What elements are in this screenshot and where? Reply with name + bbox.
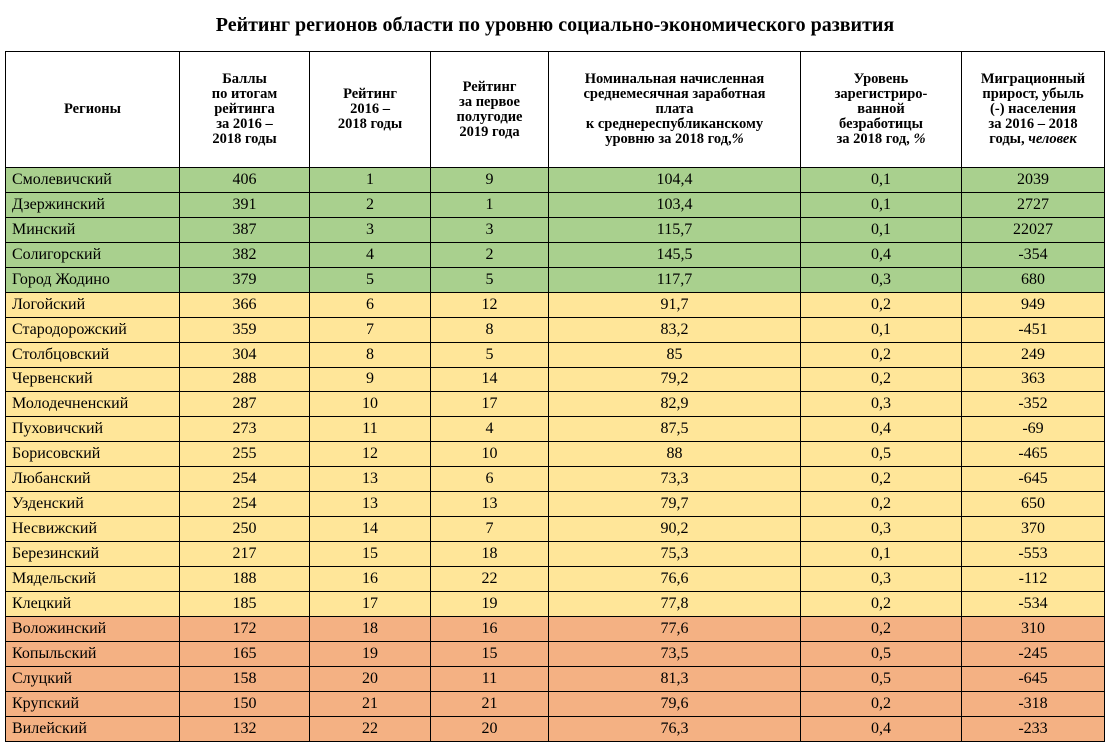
cell-rank-h1: 18 [431,542,549,567]
cell-wage: 90,2 [549,517,801,542]
ranking-table [5,51,1105,742]
cell-rank: 17 [310,591,431,616]
cell-wage: 75,3 [549,542,801,567]
cell-rank: 8 [310,342,431,367]
cell-score: 391 [180,192,310,217]
cell-rank-h1: 7 [431,517,549,542]
table-row [6,192,1105,217]
cell-rank-h1: 3 [431,217,549,242]
table-row [6,317,1105,342]
table-row [6,591,1105,616]
cell-rank: 21 [310,691,431,716]
cell-region: Червенский [6,367,180,392]
cell-score: 359 [180,317,310,342]
table-row [6,467,1105,492]
cell-migration: 370 [962,517,1105,542]
cell-unemployment: 0,2 [801,591,962,616]
cell-unemployment: 0,3 [801,517,962,542]
cell-unemployment: 0,5 [801,666,962,691]
cell-rank: 15 [310,542,431,567]
cell-migration: -245 [962,641,1105,666]
cell-migration: -534 [962,591,1105,616]
cell-region: Мядельский [6,567,180,592]
cell-wage: 79,7 [549,492,801,517]
cell-rank-h1: 11 [431,666,549,691]
cell-wage: 85 [549,342,801,367]
cell-rank: 9 [310,367,431,392]
cell-score: 366 [180,292,310,317]
cell-migration: -352 [962,392,1105,417]
cell-wage: 145,5 [549,242,801,267]
cell-rank: 1 [310,168,431,193]
cell-rank-h1: 5 [431,342,549,367]
cell-unemployment: 0,3 [801,392,962,417]
cell-migration: 363 [962,367,1105,392]
cell-rank-h1: 21 [431,691,549,716]
cell-rank-h1: 14 [431,367,549,392]
cell-rank: 10 [310,392,431,417]
cell-migration: 650 [962,492,1105,517]
cell-wage: 104,4 [549,168,801,193]
cell-migration: -112 [962,567,1105,592]
cell-rank: 22 [310,716,431,741]
cell-score: 250 [180,517,310,542]
cell-unemployment: 0,4 [801,417,962,442]
cell-region: Вилейский [6,716,180,741]
cell-region: Минский [6,217,180,242]
cell-rank-h1: 5 [431,267,549,292]
cell-region: Столбцовский [6,342,180,367]
cell-score: 254 [180,467,310,492]
cell-unemployment: 0,1 [801,217,962,242]
table-body [6,168,1105,742]
cell-region: Дзержинский [6,192,180,217]
cell-score: 132 [180,716,310,741]
cell-wage: 103,4 [549,192,801,217]
cell-rank: 14 [310,517,431,542]
cell-wage: 73,3 [549,467,801,492]
cell-rank-h1: 10 [431,442,549,467]
cell-rank-h1: 19 [431,591,549,616]
cell-unemployment: 0,1 [801,168,962,193]
cell-unemployment: 0,2 [801,367,962,392]
cell-region: Любанский [6,467,180,492]
cell-rank: 4 [310,242,431,267]
cell-score: 172 [180,616,310,641]
cell-rank: 12 [310,442,431,467]
cell-unemployment: 0,2 [801,492,962,517]
cell-region: Клецкий [6,591,180,616]
cell-region: Копыльский [6,641,180,666]
header-migration: Миграционный прирост, убыль (-) населения за 2016 – 2018 годы, человек [962,52,1105,168]
header-wage: Номинальная начисленная среднемесячная заработная плата к среднереспубликанскому уровню за 2018 год,% [549,52,801,168]
cell-migration: 2039 [962,168,1105,193]
cell-score: 387 [180,217,310,242]
table-row [6,417,1105,442]
cell-region: Логойский [6,292,180,317]
cell-region: Смолевичский [6,168,180,193]
cell-wage: 77,6 [549,616,801,641]
cell-score: 158 [180,666,310,691]
cell-unemployment: 0,2 [801,292,962,317]
cell-migration: 680 [962,267,1105,292]
cell-unemployment: 0,1 [801,317,962,342]
table-row [6,168,1105,193]
page-title: Рейтинг регионов области по уровню социально-экономического развития [215,14,895,36]
header-score: Баллы по итогам рейтинга за 2016 – 2018 годы [180,52,310,168]
cell-migration: -645 [962,467,1105,492]
cell-unemployment: 0,5 [801,442,962,467]
cell-wage: 87,5 [549,417,801,442]
cell-score: 406 [180,168,310,193]
cell-region: Молодечненский [6,392,180,417]
cell-region: Березинский [6,542,180,567]
cell-wage: 88 [549,442,801,467]
cell-region: Воложинский [6,616,180,641]
cell-region: Крупский [6,691,180,716]
cell-rank: 6 [310,292,431,317]
cell-unemployment: 0,3 [801,267,962,292]
cell-rank: 20 [310,666,431,691]
cell-unemployment: 0,2 [801,342,962,367]
cell-rank-h1: 2 [431,242,549,267]
cell-region: Узденский [6,492,180,517]
table-row [6,392,1105,417]
cell-rank-h1: 22 [431,567,549,592]
table-row [6,292,1105,317]
cell-rank-h1: 15 [431,641,549,666]
cell-rank: 3 [310,217,431,242]
cell-region: Несвижский [6,517,180,542]
table-row [6,641,1105,666]
cell-wage: 76,6 [549,567,801,592]
cell-rank-h1: 9 [431,168,549,193]
cell-unemployment: 0,5 [801,641,962,666]
cell-rank: 16 [310,567,431,592]
cell-migration: -318 [962,691,1105,716]
cell-wage: 81,3 [549,666,801,691]
cell-wage: 115,7 [549,217,801,242]
cell-unemployment: 0,4 [801,716,962,741]
header-region: Регионы [6,52,180,168]
cell-migration: 310 [962,616,1105,641]
cell-region: Город Жодино [6,267,180,292]
cell-rank-h1: 20 [431,716,549,741]
cell-score: 255 [180,442,310,467]
cell-wage: 117,7 [549,267,801,292]
cell-wage: 73,5 [549,641,801,666]
cell-wage: 83,2 [549,317,801,342]
cell-score: 288 [180,367,310,392]
cell-wage: 77,8 [549,591,801,616]
cell-rank-h1: 8 [431,317,549,342]
table-row [6,567,1105,592]
cell-region: Борисовский [6,442,180,467]
cell-migration: -233 [962,716,1105,741]
cell-migration: 949 [962,292,1105,317]
cell-region: Пуховичский [6,417,180,442]
cell-rank: 18 [310,616,431,641]
cell-rank-h1: 13 [431,492,549,517]
cell-score: 217 [180,542,310,567]
cell-score: 150 [180,691,310,716]
cell-score: 273 [180,417,310,442]
cell-rank: 7 [310,317,431,342]
cell-rank-h1: 6 [431,467,549,492]
table-row [6,267,1105,292]
header-rank: Рейтинг 2016 – 2018 годы [310,52,431,168]
cell-unemployment: 0,3 [801,567,962,592]
cell-score: 165 [180,641,310,666]
cell-unemployment: 0,2 [801,616,962,641]
cell-rank: 5 [310,267,431,292]
cell-unemployment: 0,4 [801,242,962,267]
cell-unemployment: 0,2 [801,467,962,492]
cell-score: 379 [180,267,310,292]
table-row [6,666,1105,691]
cell-migration: 249 [962,342,1105,367]
cell-migration: -645 [962,666,1105,691]
cell-unemployment: 0,1 [801,542,962,567]
header-unemployment: Уровень зарегистриро- ванной безработицы за 2018 год, % [801,52,962,168]
cell-wage: 76,3 [549,716,801,741]
cell-migration: -465 [962,442,1105,467]
cell-rank-h1: 12 [431,292,549,317]
cell-rank-h1: 17 [431,392,549,417]
cell-migration: -354 [962,242,1105,267]
cell-migration: -69 [962,417,1105,442]
table-row [6,517,1105,542]
cell-migration: -553 [962,542,1105,567]
cell-migration: 2727 [962,192,1105,217]
cell-score: 188 [180,567,310,592]
cell-region: Стародорожский [6,317,180,342]
cell-score: 382 [180,242,310,267]
table-row [6,716,1105,741]
header-rank-h1-2019: Рейтинг за первое полугодие 2019 года [431,52,549,168]
cell-rank: 19 [310,641,431,666]
cell-wage: 79,6 [549,691,801,716]
cell-region: Солигорский [6,242,180,267]
cell-rank: 13 [310,492,431,517]
cell-score: 287 [180,392,310,417]
cell-migration: -451 [962,317,1105,342]
table-row [6,367,1105,392]
cell-rank-h1: 16 [431,616,549,641]
table-row [6,691,1105,716]
cell-unemployment: 0,2 [801,691,962,716]
cell-wage: 82,9 [549,392,801,417]
table-row [6,492,1105,517]
table-row [6,542,1105,567]
table-row [6,342,1105,367]
cell-migration: 22027 [962,217,1105,242]
table-row [6,616,1105,641]
cell-wage: 91,7 [549,292,801,317]
table-row [6,217,1105,242]
cell-rank: 11 [310,417,431,442]
cell-rank-h1: 4 [431,417,549,442]
table-row [6,442,1105,467]
cell-score: 185 [180,591,310,616]
cell-rank: 13 [310,467,431,492]
cell-rank: 2 [310,192,431,217]
cell-unemployment: 0,1 [801,192,962,217]
cell-rank-h1: 1 [431,192,549,217]
cell-score: 254 [180,492,310,517]
cell-score: 304 [180,342,310,367]
header-row [6,52,1105,168]
table-row [6,242,1105,267]
cell-region: Слуцкий [6,666,180,691]
cell-wage: 79,2 [549,367,801,392]
